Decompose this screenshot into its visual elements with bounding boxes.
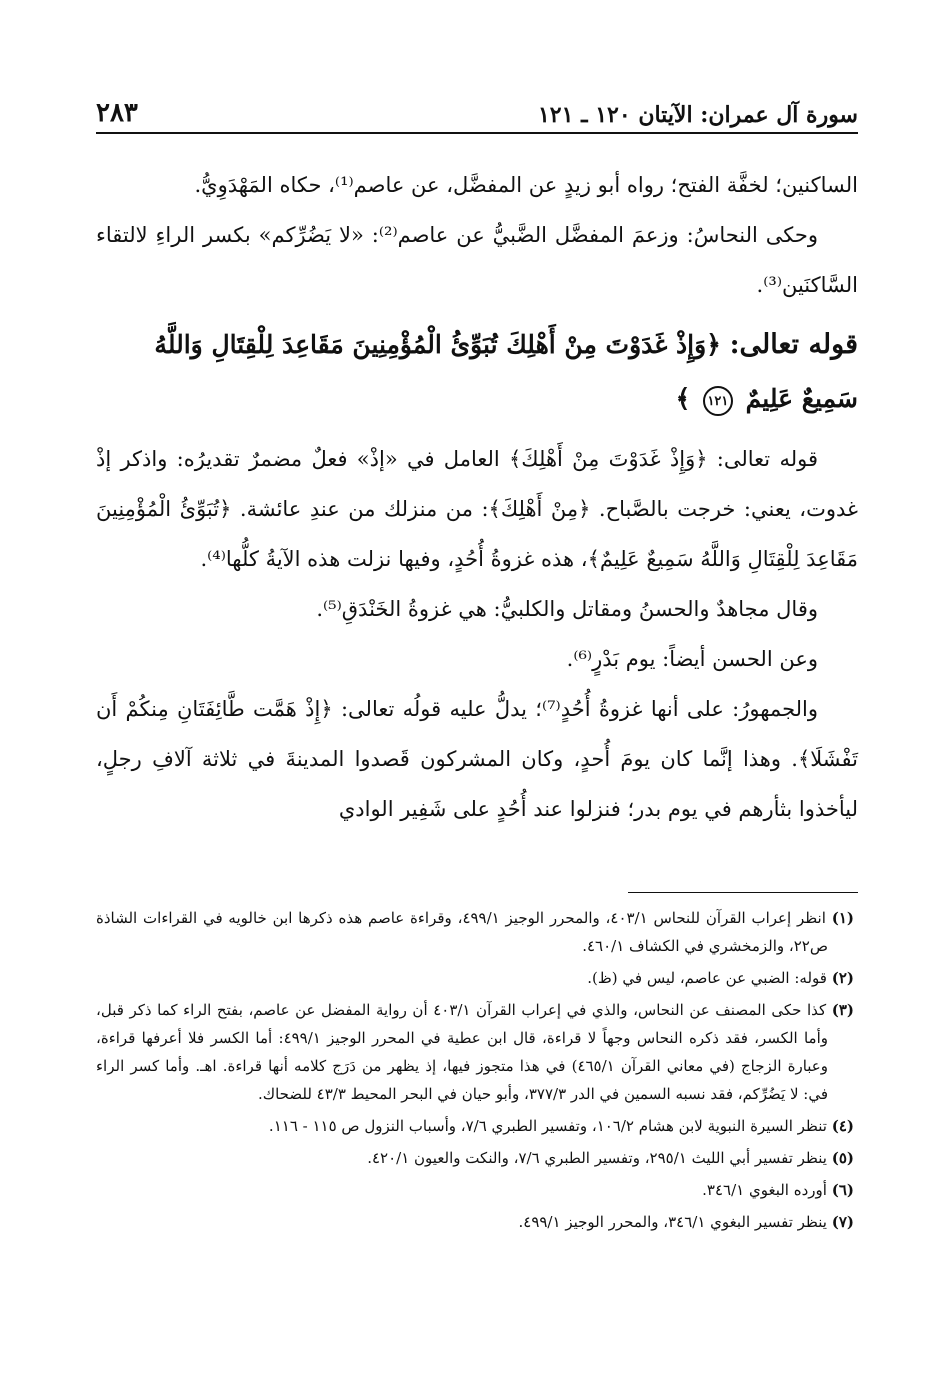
paragraph-2: وحكى النحاسُ: وزعمَ المفضَّل الضَّبيُّ عن عاصم⁽²⁾: «لا يَضُرِّكم» بكسر الراءِ لالتقاء السَّاكنَين⁽³⁾. (96, 223, 858, 297)
running-header (96, 92, 858, 128)
footnote: (٧) ينظر تفسير البغوي ٣٤٦/١، والمحرر الوجيز ٤٩٩/١. (518, 1213, 854, 1231)
paragraph-5: وعن الحسن أيضاً: يوم بَدْرٍ⁽⁶⁾. (566, 647, 818, 671)
verse-close-bracket: ﴾ (675, 384, 691, 413)
paragraph-3: قوله تعالى: ﴿وَإِذْ غَدَوْتَ مِنْ أَهْلِكَ﴾ العامل في «إذْ» فعلٌ مضمرٌ تقديرُه: واذكر إذْ غدوت، يعني: خرجت بالصَّباح. ﴿مِنْ أَهْلِكَ﴾: من منزلك من عندِ عائشة. ﴿تُبَوِّئُ الْمُؤْمِنِينَ مَقَاعِدَ لِلْقِتَالِ وَاللَّهُ سَمِيعٌ عَلِيمٌ﴾، هذه غزوةُ أُحُدٍ، وفيها نزلت هذه الآيةُ كلُّها⁽⁴⁾. (96, 447, 858, 571)
paragraph-4: وقال مجاهدٌ والحسنُ ومقاتل والكلبيُّ: هي غزوةُ الخَنْدَقِ⁽⁵⁾. (316, 597, 818, 621)
page-number: ٢٨٣ (96, 98, 138, 128)
footnote: (٦) أورده البغوي ٣٤٦/١. (702, 1181, 854, 1199)
ayah-number-marker: ١٢١ (703, 386, 733, 416)
footnote: (٥) ينظر تفسير أبي الليث ٢٩٥/١، وتفسير الطبري ٧/٦، والنكت والعيون ٤٢٠/١. (367, 1149, 854, 1167)
main-text (96, 160, 858, 834)
verse-lead: قوله تعالى: (729, 329, 858, 360)
verse-heading (96, 318, 858, 426)
paragraph-6: والجمهورُ: على أنها غزوةُ أُحُدٍ⁽⁷⁾؛ يدلُّ عليه قولُه تعالى: ﴿إِذْ هَمَّت طَّائِفَتَانِ مِنكُمْ أَن تَفْشَلَا﴾. وهذا إنَّما كان يومَ أُحدٍ، وكان المشركون قَصدوا المدينةَ في ثلاثة آلافِ رجلٍ، ليأخذوا بثأرهم في يوم بدر؛ فنزلوا عند أُحُدٍ على شَفِير الوادي (96, 697, 858, 821)
footnote: (٢) قوله: الضبي عن عاصم، ليس في (ظ). (587, 969, 854, 987)
footnote: (٤) تنظر السيرة النبوية لابن هشام ١٠٦/٢، وتفسير الطبري ٧/٦، وأسباب النزول ص ١١٥ - ١١٦. (268, 1117, 854, 1135)
footnote: (٣) كذا حكى المصنف عن النحاس، والذي في إعراب القرآن ٤٠٣/١ أن رواية المفضل عن عاصم، بفتح الراء كما ذكر قبل، وأما الكسر، فقد ذكره النحاس وجهاً لا قراءة، قال ابن عطية في المحرر الوجيز ٤٩٩/١: أما الكسر فلا أعرفها قراءة، وعبارة الزجاج (في معاني القرآن ٤٦٥/١) في هذا متجوز فيها، إذ يظهر من دَرَج كلامه أنها قراءة. اهـ. وأما كسر الراء في: لا يَضُرِّكم، فقد نسبه السمين في الدر ٣٧٧/٣، وأبو حيان في البحر المحيط ٤٣/٣ للضحاك. (96, 1001, 854, 1103)
footnotes (96, 904, 854, 1240)
surah-header-title: سورة آل عمران: الآيتان ١٢٠ ـ ١٢١ (537, 102, 858, 128)
verse-text: ﴿وَإِذْ غَدَوْتَ مِنْ أَهْلِكَ تُبَوِّئُ الْمُؤْمِنِينَ مَقَاعِدَ لِلْقِتَالِ وَاللَّهُ سَمِيعٌ عَلِيمٌ (154, 330, 858, 413)
header-divider (96, 132, 858, 134)
footnote-divider (628, 892, 858, 893)
footnote: (١) انظر إعراب القرآن للنحاس ٤٠٣/١، والمحرر الوجيز ٤٩٩/١، وقراءة عاصم هذه ذكرها ابن خالويه في القراءات الشاذة ص٢٢، والزمخشري في الكشاف ٤٦٠/١. (96, 909, 854, 955)
paragraph-1: الساكنين؛ لخفَّة الفتح؛ رواه أبو زيدٍ عن المفضَّل، عن عاصم⁽¹⁾، حكاه المَهْدَوِيُّ. (194, 173, 858, 197)
